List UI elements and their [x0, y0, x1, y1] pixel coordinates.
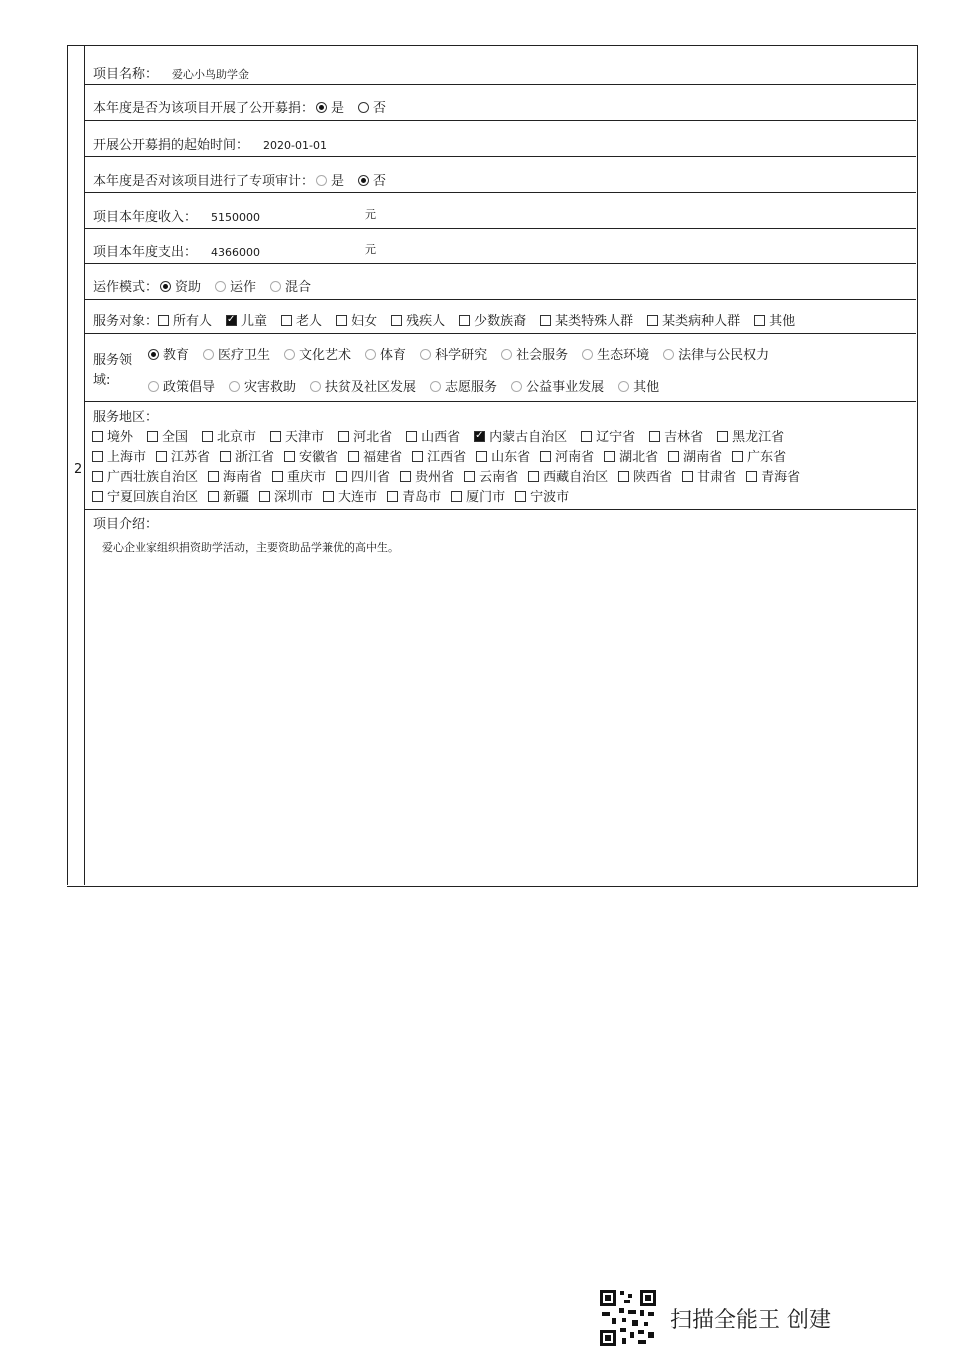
region-option: 青海省	[761, 470, 801, 485]
field-option-culture: 文化艺术	[299, 348, 352, 363]
target-option-children: 儿童	[241, 314, 268, 329]
region-checkbox[interactable]	[464, 471, 475, 482]
operation-mode-radio-grant[interactable]	[160, 281, 171, 292]
region-option: 安徽省	[299, 450, 339, 465]
region-checkbox[interactable]	[451, 491, 462, 502]
target-option-elderly: 老人	[296, 314, 323, 329]
region-option: 宁夏回族自治区	[107, 490, 199, 505]
region-checkbox[interactable]	[581, 431, 592, 442]
target-checkbox-all[interactable]	[158, 315, 169, 326]
region-checkbox[interactable]	[412, 451, 423, 462]
region-checkbox[interactable]	[348, 451, 359, 462]
region-checkbox[interactable]	[406, 431, 417, 442]
audit-yes-label: 是	[331, 174, 345, 189]
field-radio-research[interactable]	[420, 349, 431, 360]
region-option: 浙江省	[235, 450, 275, 465]
service-targets-label: 服务对象：	[93, 314, 159, 329]
region-checkbox[interactable]	[540, 451, 551, 462]
target-option-minority: 少数族裔	[474, 314, 527, 329]
region-checkbox[interactable]	[156, 451, 167, 462]
field-option-health: 医疗卫生	[218, 348, 271, 363]
region-option: 福建省	[363, 450, 403, 465]
target-checkbox-elderly[interactable]	[281, 315, 292, 326]
operation-mode-label: 运作模式：	[93, 280, 159, 295]
region-checkbox[interactable]	[717, 431, 728, 442]
region-checkbox[interactable]	[604, 451, 615, 462]
public-fundraising-no-label: 否	[373, 101, 387, 116]
region-checkbox[interactable]	[92, 471, 103, 482]
form-left-border	[67, 45, 68, 885]
region-checkbox[interactable]	[338, 431, 349, 442]
region-option: 全国	[162, 430, 189, 445]
field-option-public-welfare: 公益事业发展	[526, 380, 605, 395]
region-checkbox[interactable]	[528, 471, 539, 482]
operation-mode-option-mixed: 混合	[285, 280, 312, 295]
service-regions-label: 服务地区：	[93, 410, 159, 425]
regions-row-2	[84, 446, 786, 465]
public-fundraising-yes-radio[interactable]	[316, 102, 327, 113]
target-checkbox-other[interactable]	[754, 315, 765, 326]
region-option: 海南省	[223, 470, 263, 485]
target-option-special-group: 某类特殊人群	[555, 314, 634, 329]
region-checkbox[interactable]	[208, 471, 219, 482]
row-income	[84, 193, 916, 229]
target-checkbox-disabled[interactable]	[391, 315, 402, 326]
region-checkbox[interactable]	[649, 431, 660, 442]
region-option: 山西省	[421, 430, 461, 445]
field-radio-education[interactable]	[148, 349, 159, 360]
region-checkbox[interactable]	[336, 471, 347, 482]
region-option: 河南省	[555, 450, 595, 465]
region-checkbox[interactable]	[746, 471, 757, 482]
region-option: 广东省	[747, 450, 787, 465]
region-checkbox[interactable]	[92, 431, 103, 442]
operation-mode-radio-operate[interactable]	[215, 281, 226, 292]
region-checkbox[interactable]	[732, 451, 743, 462]
regions-row-1	[84, 426, 784, 445]
field-radio-poverty[interactable]	[310, 381, 321, 392]
public-fundraising-yes-label: 是	[331, 101, 345, 116]
page-number: 2	[74, 462, 83, 477]
row-service-fields	[84, 334, 916, 402]
region-option: 西藏自治区	[543, 470, 609, 485]
public-fundraising-label: 本年度是否为该项目开展了公开募捐：	[93, 101, 315, 116]
row-audit	[84, 157, 916, 193]
region-checkbox[interactable]	[323, 491, 334, 502]
region-checkbox[interactable]	[220, 451, 231, 462]
field-option-disaster: 灾害救助	[244, 380, 297, 395]
operation-mode-option-operate: 运作	[230, 280, 257, 295]
region-option: 北京市	[217, 430, 257, 445]
project-name-label: 项目名称：	[93, 67, 159, 82]
scanner-watermark: 扫描全能王 创建	[670, 1308, 831, 1333]
region-option: 重庆市	[287, 470, 327, 485]
target-checkbox-minority[interactable]	[459, 315, 470, 326]
region-checkbox[interactable]	[272, 471, 283, 482]
audit-label: 本年度是否对该项目进行了专项审计：	[93, 174, 315, 189]
target-option-all: 所有人	[173, 314, 213, 329]
region-option: 江西省	[427, 450, 467, 465]
region-option: 广西壮族自治区	[107, 470, 199, 485]
region-option: 大连市	[338, 490, 378, 505]
region-checkbox[interactable]	[147, 431, 158, 442]
income-label: 项目本年度收入：	[93, 210, 198, 225]
target-checkbox-disease-group[interactable]	[647, 315, 658, 326]
target-option-other: 其他	[769, 314, 796, 329]
region-option: 上海市	[107, 450, 147, 465]
income-value: 5150000	[211, 211, 261, 224]
region-option: 厦门市	[466, 490, 506, 505]
field-radio-law[interactable]	[663, 349, 674, 360]
region-checkbox[interactable]	[476, 451, 487, 462]
field-option-volunteer: 志愿服务	[445, 380, 498, 395]
start-time-label: 开展公开募捐的起始时间：	[93, 138, 250, 153]
region-option: 青岛市	[402, 490, 442, 505]
region-option: 境外	[107, 430, 134, 445]
region-checkbox[interactable]	[400, 471, 411, 482]
field-radio-public-welfare[interactable]	[511, 381, 522, 392]
income-unit: 元	[365, 208, 376, 221]
service-fields-label-2: 域:	[93, 373, 111, 388]
field-radio-health[interactable]	[203, 349, 214, 360]
region-checkbox[interactable]	[208, 491, 219, 502]
field-option-law: 法律与公民权力	[678, 348, 770, 363]
field-option-education: 教育	[163, 348, 190, 363]
field-radio-disaster[interactable]	[229, 381, 240, 392]
region-option: 黑龙江省	[732, 430, 785, 445]
region-option: 天津市	[285, 430, 325, 445]
field-radio-social[interactable]	[501, 349, 512, 360]
region-option: 陕西省	[633, 470, 673, 485]
audit-no-radio[interactable]	[358, 175, 369, 186]
field-option-ecology: 生态环境	[597, 348, 650, 363]
region-checkbox[interactable]	[270, 431, 281, 442]
row-operation-mode	[84, 264, 916, 300]
region-checkbox[interactable]	[515, 491, 526, 502]
target-checkbox-children[interactable]	[226, 315, 237, 326]
region-option: 河北省	[353, 430, 393, 445]
field-radio-ecology[interactable]	[582, 349, 593, 360]
region-option: 宁波市	[530, 490, 570, 505]
target-checkbox-special-group[interactable]	[540, 315, 551, 326]
service-fields-row-1	[140, 344, 769, 363]
field-radio-policy[interactable]	[148, 381, 159, 392]
region-option: 山东省	[491, 450, 531, 465]
region-option: 云南省	[479, 470, 519, 485]
operation-mode-option-grant: 资助	[175, 280, 202, 295]
region-option: 甘肃省	[697, 470, 737, 485]
field-radio-sports[interactable]	[365, 349, 376, 360]
field-option-other: 其他	[633, 380, 660, 395]
region-checkbox[interactable]	[682, 471, 693, 482]
row-public-fundraising	[84, 85, 916, 121]
region-checkbox-inner-mongolia[interactable]	[474, 431, 485, 442]
region-checkbox[interactable]	[92, 451, 103, 462]
region-option: 深圳市	[274, 490, 314, 505]
region-option-inner-mongolia: 内蒙古自治区	[489, 430, 568, 445]
regions-row-4	[84, 486, 569, 505]
field-radio-other[interactable]	[618, 381, 629, 392]
region-checkbox[interactable]	[92, 491, 103, 502]
region-option: 新疆	[223, 490, 250, 505]
region-option: 吉林省	[664, 430, 704, 445]
field-radio-volunteer[interactable]	[430, 381, 441, 392]
row-expense	[84, 229, 916, 264]
region-checkbox[interactable]	[259, 491, 270, 502]
audit-no-label: 否	[373, 174, 387, 189]
service-fields-label-1: 服务领	[93, 353, 133, 368]
qr-code-icon	[598, 1288, 658, 1348]
row-start-time	[84, 121, 916, 157]
field-radio-culture[interactable]	[284, 349, 295, 360]
target-option-disabled: 残疾人	[406, 314, 446, 329]
regions-row-3	[84, 466, 800, 485]
region-option: 四川省	[351, 470, 391, 485]
row-service-targets	[84, 300, 916, 334]
row-project-name	[84, 47, 916, 85]
target-option-women: 妇女	[351, 314, 378, 329]
field-option-social: 社会服务	[516, 348, 569, 363]
region-checkbox[interactable]	[387, 491, 398, 502]
region-checkbox[interactable]	[618, 471, 629, 482]
region-option: 江苏省	[171, 450, 211, 465]
audit-yes-radio[interactable]	[316, 175, 327, 186]
expense-value: 4366000	[211, 246, 261, 259]
region-option: 贵州省	[415, 470, 455, 485]
public-fundraising-no-radio[interactable]	[358, 102, 369, 113]
region-checkbox[interactable]	[202, 431, 213, 442]
field-option-sports: 体育	[380, 348, 407, 363]
operation-mode-radio-mixed[interactable]	[270, 281, 281, 292]
intro-label: 项目介绍：	[93, 517, 159, 532]
target-option-disease-group: 某类病种人群	[662, 314, 741, 329]
row-service-regions	[84, 402, 916, 510]
region-option: 辽宁省	[596, 430, 636, 445]
target-checkbox-women[interactable]	[336, 315, 347, 326]
field-option-poverty: 扶贫及社区发展	[325, 380, 417, 395]
field-option-policy: 政策倡导	[163, 380, 216, 395]
project-name-value: 爱心小鸟助学金	[172, 68, 250, 81]
field-option-research: 科学研究	[435, 348, 488, 363]
region-checkbox[interactable]	[668, 451, 679, 462]
service-fields-row-2	[140, 376, 659, 395]
region-checkbox[interactable]	[284, 451, 295, 462]
start-time-value: 2020-01-01	[263, 139, 327, 152]
expense-unit: 元	[365, 243, 376, 256]
region-option: 湖北省	[619, 450, 659, 465]
intro-text: 爱心企业家组织捐资助学活动，主要资助品学兼优的高中生。	[102, 541, 399, 554]
region-option: 湖南省	[683, 450, 723, 465]
expense-label: 项目本年度支出：	[93, 245, 198, 260]
